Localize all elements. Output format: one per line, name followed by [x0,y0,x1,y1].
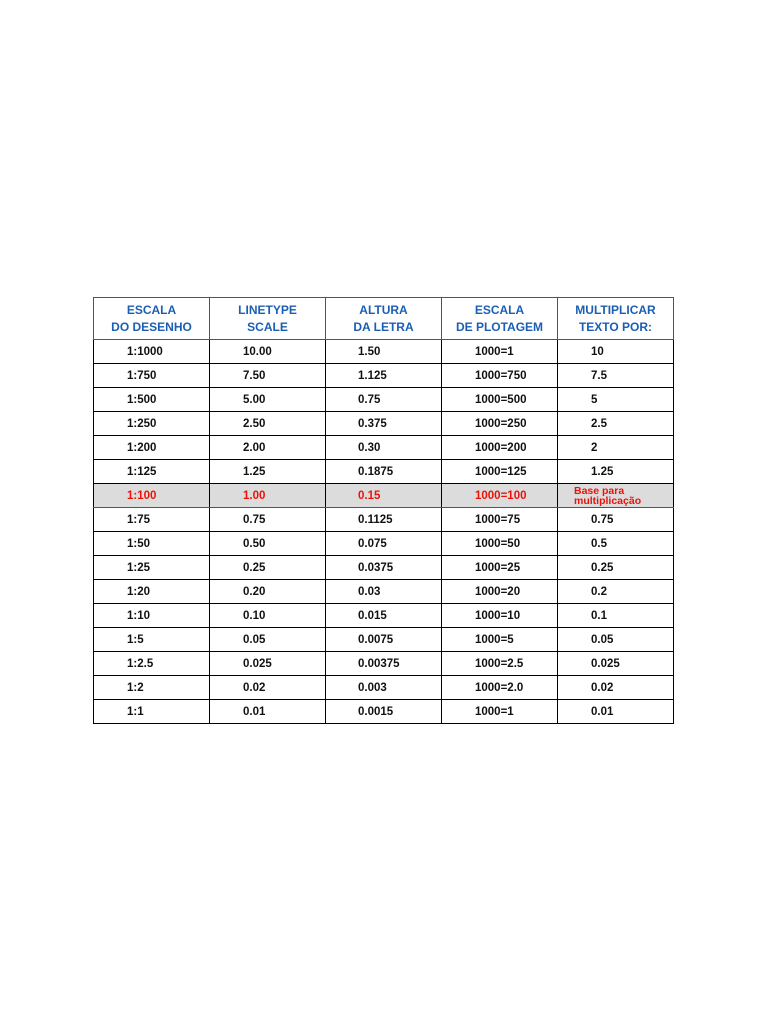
altura-da-letra-cell: 0.1125 [326,508,442,532]
linetype-scale-cell: 7.50 [210,364,326,388]
header-escala-do-desenho [94,298,210,340]
escala-do-desenho-cell: 1:125 [94,460,210,484]
multiplicar-cell: 0.25 [558,556,674,580]
altura-da-letra-cell: 0.30 [326,436,442,460]
linetype-scale-cell: 0.50 [210,532,326,556]
linetype-scale-cell: 0.02 [210,676,326,700]
escala-de-plotagem-cell: 1000=20 [442,580,558,604]
multiplicar-cell: 0.01 [558,700,674,724]
table-row [94,508,674,532]
table-row [94,580,674,604]
escala-do-desenho-cell: 1:25 [94,556,210,580]
linetype-scale-cell: 5.00 [210,388,326,412]
altura-da-letra-cell: 0.1875 [326,460,442,484]
escala-de-plotagem-cell: 1000=75 [442,508,558,532]
escala-de-plotagem-cell: 1000=10 [442,604,558,628]
table-row [94,652,674,676]
header-multiplicar-texto-por [558,298,674,340]
multiplicar-cell: 0.5 [558,532,674,556]
header-line-1: MULTIPLICAR [575,302,656,317]
escala-do-desenho-cell: 1:200 [94,436,210,460]
multiplicar-cell: 2.5 [558,412,674,436]
header-line-2: DE PLOTAGEM [455,319,544,334]
multiplicar-cell: 0.1 [558,604,674,628]
multiplicar-cell: 0.75 [558,508,674,532]
escala-de-plotagem-cell: 1000=1 [442,340,558,364]
linetype-scale-cell: 2.00 [210,436,326,460]
linetype-scale-cell: 0.25 [210,556,326,580]
linetype-scale-cell: 1.00 [210,484,326,508]
multiplicar-cell: 1.25 [558,460,674,484]
escala-do-desenho-cell: 1:1 [94,700,210,724]
header-row [94,298,674,340]
linetype-scale-cell: 0.20 [210,580,326,604]
escala-do-desenho-cell: 1:5 [94,628,210,652]
table-row [94,484,674,508]
multiplicar-cell: 0.025 [558,652,674,676]
table-row [94,676,674,700]
escala-de-plotagem-cell: 1000=250 [442,412,558,436]
escala-de-plotagem-cell: 1000=750 [442,364,558,388]
escala-do-desenho-cell: 1:750 [94,364,210,388]
altura-da-letra-cell: 0.0075 [326,628,442,652]
altura-da-letra-cell: 0.003 [326,676,442,700]
linetype-scale-cell: 0.01 [210,700,326,724]
escala-de-plotagem-cell: 1000=200 [442,436,558,460]
multiplicar-cell: 10 [558,340,674,364]
multiplicar-cell: 0.02 [558,676,674,700]
escala-do-desenho-cell: 1:75 [94,508,210,532]
escala-do-desenho-cell: 1:10 [94,604,210,628]
table-row [94,364,674,388]
multiplicar-cell: 2 [558,436,674,460]
table-row [94,460,674,484]
escala-de-plotagem-cell: 1000=2.0 [442,676,558,700]
altura-da-letra-cell: 0.0015 [326,700,442,724]
table-row [94,700,674,724]
escala-do-desenho-cell: 1:50 [94,532,210,556]
table-row [94,436,674,460]
header-altura-da-letra [326,298,442,340]
altura-da-letra-cell: 0.0375 [326,556,442,580]
escala-de-plotagem-cell: 1000=1 [442,700,558,724]
escala-do-desenho-cell: 1:500 [94,388,210,412]
escala-de-plotagem-cell: 1000=50 [442,532,558,556]
header-line-2: SCALE [247,319,288,334]
header-line-1: ALTURA [359,302,408,317]
altura-da-letra-cell: 0.375 [326,412,442,436]
header-escala-de-plotagem [442,298,558,340]
table-row [94,556,674,580]
linetype-scale-cell: 2.50 [210,412,326,436]
escala-de-plotagem-cell: 1000=500 [442,388,558,412]
table-row [94,340,674,364]
altura-da-letra-cell: 0.015 [326,604,442,628]
altura-da-letra-cell: 0.00375 [326,652,442,676]
altura-da-letra-cell: 1.50 [326,340,442,364]
table-row [94,412,674,436]
header-line-1: LINETYPE [238,302,297,317]
escala-de-plotagem-cell: 1000=5 [442,628,558,652]
linetype-scale-cell: 10.00 [210,340,326,364]
escala-de-plotagem-cell: 1000=25 [442,556,558,580]
header-line-1: ESCALA [474,302,525,317]
multiplicar-cell: 5 [558,388,674,412]
escala-do-desenho-cell: 1:100 [94,484,210,508]
altura-da-letra-cell: 1.125 [326,364,442,388]
linetype-scale-cell: 0.05 [210,628,326,652]
multiplicar-cell: Base para multiplicação [558,484,674,508]
header-linetype-scale [210,298,326,340]
escala-do-desenho-cell: 1:2 [94,676,210,700]
altura-da-letra-cell: 0.03 [326,580,442,604]
header-line-2: DA LETRA [353,319,414,334]
multiplicar-cell: 0.2 [558,580,674,604]
altura-da-letra-cell: 0.15 [326,484,442,508]
escala-do-desenho-cell: 1:1000 [94,340,210,364]
table-body [94,340,674,724]
table-row [94,604,674,628]
table-row [94,388,674,412]
header-line-2: DO DESENHO [111,319,192,334]
linetype-scale-cell: 1.25 [210,460,326,484]
linetype-scale-cell: 0.025 [210,652,326,676]
multiplicar-cell: 0.05 [558,628,674,652]
table-row [94,532,674,556]
table-row [94,628,674,652]
escala-do-desenho-cell: 1:2.5 [94,652,210,676]
escala-de-plotagem-cell: 1000=125 [442,460,558,484]
altura-da-letra-cell: 0.075 [326,532,442,556]
multiplicar-cell: 7.5 [558,364,674,388]
escala-do-desenho-cell: 1:250 [94,412,210,436]
altura-da-letra-cell: 0.75 [326,388,442,412]
header-line-2: TEXTO POR: [578,319,653,334]
linetype-scale-cell: 0.10 [210,604,326,628]
linetype-scale-cell: 0.75 [210,508,326,532]
escala-do-desenho-cell: 1:20 [94,580,210,604]
escala-de-plotagem-cell: 1000=2.5 [442,652,558,676]
scale-table [93,297,674,724]
header-line-1: ESCALA [126,302,177,317]
escala-de-plotagem-cell: 1000=100 [442,484,558,508]
